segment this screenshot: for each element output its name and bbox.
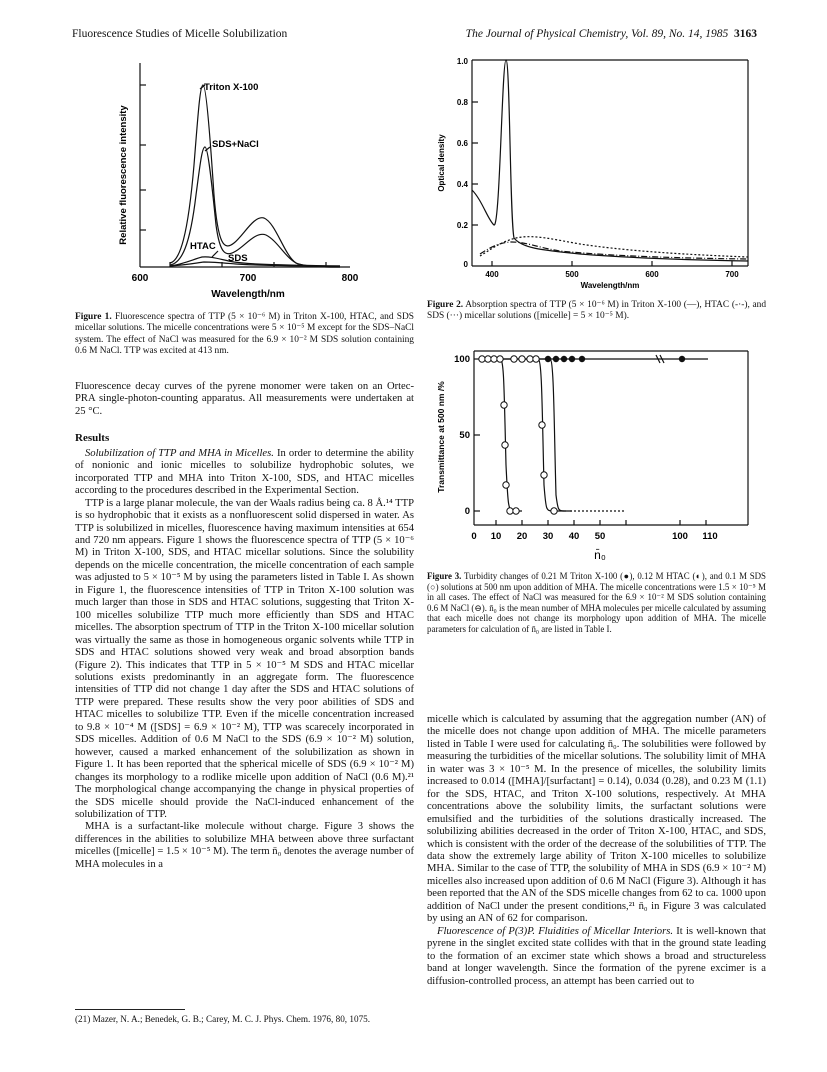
paragraph xyxy=(75,448,414,498)
left-column-text xyxy=(75,381,414,871)
paragraph: TTP is a large planar molecule, the van der Waals radius being ca. 8 Å.¹⁴ TTP is so hydrophobic that it exists as a nonfluorescent solid dispersed in water. As TTP is solubilized in micelles, fluorescence having maximum intensities at 654 and 720 nm appears. Figure 1 shows the fluorescence spectra of TTP (5 × 10⁻⁶ M) in Triton X-100, SDS, and HTAC micellar solutions. Since the solubility depends on the micelle concentration, the micelle concentration of each sample was adjusted to 5 × 10⁻⁵ M by using the parameters listed in Table I. As shown in Figure 1, the fluorescence intensities of TTP in Triton X-100 solution was much larger than those in SDS and HTAC solutions, suggesting that Triton X-100 micelles solubilize TTP much more efficiently than SDS and HTAC micelles. The absorption spectrum of TTP in the Triton X-100 micellar solution was virtually the same as those in homogeneous organic solvents while TTP in SDS and HTAC solutions showed very weak and broad absorption bands (Figure 2). This indicates that TTP in 5 × 10⁻⁵ M SDS and HTAC micellar solutions exists predominantly in an aggregate form. The fluorescence intensities of TTP did not change 1 day after the SDS and HTAC solutions of TTP were prepared. These results show the very poor abilities of SDS and HTAC micelles to solubilize TTP. Even if the micelle concentration increased to 9.8 × 10⁻⁴ M ([SDS] = 6.9 × 10⁻² M), TTP was scarecely incorporated in SDS micelles. Addition of 0.6 M NaCl to the SDS (6.9 × 10⁻² M) solution, however, caused a marked enhancement of the solubilization as shown in Figure 1. It has been reported that the spherical micelle of SDS (6.9 × 10⁻² M) changes its morphology to a rodlike micelle upon addition of NaCl (0.6 M).²¹ The morphological change accompanying the change in physical properties of the SDS micelle should provide the NaCl-induced enhancement of the solubilization of TTP. xyxy=(75,497,414,820)
caption-label: Figure 2. xyxy=(427,300,464,310)
section-heading-results: Results xyxy=(75,432,110,445)
caption-label: Figure 3. xyxy=(427,571,462,581)
fig2-ytick: 0.8 xyxy=(456,98,468,107)
fig1-label-sds: SDS xyxy=(228,253,248,264)
fig2-xtick: 400 xyxy=(485,270,499,279)
right-column-text xyxy=(427,714,766,988)
journal-citation: The Journal of Physical Chemistry, Vol. 89, No. 14, 1985 xyxy=(465,28,729,40)
fig2-xtick: 600 xyxy=(645,270,659,279)
fig3-xlabel: n̄₀ xyxy=(594,548,606,562)
figure-3-turbidity xyxy=(430,345,760,567)
fig3-ylabel: Transmittance at 500 nm /% xyxy=(436,381,446,493)
fig1-xtick: 700 xyxy=(239,273,257,284)
paragraph-text: In order to determine the ability of nonionic and ionic micelles to solubilize hydrophobic solutes, we incorporated TTP and MHA into Triton X-100, SDS, and HTAC micelles according to the procedures described in the Experimental Section. xyxy=(75,447,414,497)
figure-2-caption xyxy=(427,300,766,323)
fig3-xtick: 110 xyxy=(702,531,718,542)
fig2-xtick: 700 xyxy=(725,270,739,279)
fig1-label-sdsnacl: SDS+NaCl xyxy=(212,139,259,150)
fig1-xtick: 800 xyxy=(341,273,359,284)
figure-1-fluorescence-spectra xyxy=(110,55,420,305)
fig1-xtick: 600 xyxy=(131,273,149,284)
figure-1-caption xyxy=(75,312,414,358)
fig2-ytick: 1.0 xyxy=(456,57,468,66)
figure-2-absorption-spectra xyxy=(430,50,760,290)
figure-3-caption xyxy=(427,571,766,635)
subsection-title: Fluorescence of P(3)P. Fluidities of Micellar Interiors. xyxy=(437,925,673,937)
footnote-divider xyxy=(75,1009,185,1010)
fig1-label-htac: HTAC xyxy=(190,241,216,252)
paragraph: MHA is a surfactant-like molecule without charge. Figure 3 shows the differences in the abilities to solubilize MHA between above three surfactant micelles ([micelle] = 1.5 × 10⁻⁵ M). The term n̄₀ denotes the average number of MHA molecules in a xyxy=(75,821,414,870)
fig3-xtick: 10 xyxy=(490,531,502,542)
fig1-ylabel: Relative fluorescence intensity xyxy=(118,105,129,245)
fig3-xtick: 50 xyxy=(594,531,606,542)
fig2-xtick: 500 xyxy=(565,270,579,279)
subsection-title: Solubilization of TTP and MHA in Micelles. xyxy=(85,447,274,459)
fig1-xlabel: Wavelength/nm xyxy=(211,289,285,300)
fig3-ytick: 0 xyxy=(464,506,470,517)
paragraph-text: It is well-known that pyrene in the singlet excited state collides with that in the ground state leading to the formation of an excimer state which shows a broad and structureless band at longer wavelength. Since the formation of the pyrene excimer is a diffusion-controlled process, an attempt has been carried out to xyxy=(427,925,766,987)
fig3-xtick: 100 xyxy=(672,531,688,542)
footnote-21: (21) Mazer, N. A.; Benedek, G. B.; Carey, M. C. J. Phys. Chem. 1976, 80, 1075. xyxy=(75,1014,371,1024)
fig2-ytick: 0.2 xyxy=(456,221,468,230)
caption-text: Turbidity changes of 0.21 M Triton X-100 (●), 0.12 M HTAC (◐), and 0.1 M SDS (○) solutions at 500 nm upon addition of MHA. The micelle concentrations were 1.5 × 10⁻⁵ M in all cases. The effect of NaCl was measured for the 6.9 × 10⁻² M SDS solution containing 0.6 M NaCl (⊖). n̄₀ is the mean number of MHA molecules per micelle calculated by assuming that each micelle does not change its morphology upon addition of MHA. The micelle parameters for calculation of n̄₀ are listed in Table I. xyxy=(427,571,766,634)
fig3-ytick: 50 xyxy=(459,430,470,441)
caption-text: Fluorescence spectra of TTP (5 × 10⁻⁶ M) in Triton X-100, HTAC, and SDS micellar solutions. The micelle concentrations were 5 × 10⁻⁵ M except for the SDS–NaCl system. The effect of NaCl was measured for the 6.9 × 10⁻² M SDS solution containing 0.6 M NaCl. TTP was excited at 413 nm. xyxy=(75,312,415,357)
journal-header xyxy=(466,28,757,40)
paragraph: Fluorescence decay curves of the pyrene monomer were taken on an Ortec-PRA single-photon-counting apparatus. All measurements were undertaken at 25 °C. xyxy=(75,381,414,417)
fig2-ylabel: Optical density xyxy=(437,134,446,192)
fig2-xlabel: Wavelength/nm xyxy=(580,281,640,290)
fig2-ytick: 0 xyxy=(463,260,468,269)
fig2-ytick: 0.4 xyxy=(456,180,468,189)
paragraph xyxy=(427,926,766,988)
fig1-label-triton: Triton X-100 xyxy=(204,82,259,93)
fig3-ytick: 100 xyxy=(454,354,470,365)
fig3-xtick: 20 xyxy=(516,531,528,542)
fig3-xtick: 0 xyxy=(471,531,477,542)
caption-label: Figure 1. xyxy=(75,312,112,322)
fig3-xtick: 40 xyxy=(568,531,580,542)
caption-text: Absorption spectra of TTP (5 × 10⁻⁶ M) in Triton X-100 (—), HTAC (-·-), and SDS (···) micellar solutions ([micelle] = 5 × 10⁻⁵ M). xyxy=(427,300,767,322)
paragraph: micelle which is calculated by assuming that the aggregation number (AN) of the micelle does not change upon addition of MHA. The micelle parameters listed in Table I were used for calculating n̄₀. The solubilities were followed by measuring the turbidities of the micellar solutions. The solubility limit of MHA in water was 3 × 10⁻⁵ M. In the presence of micelles, the solubility limits increased to 0.014 ([MHA]/[surfactant] = 0.14), 0.034 (0.28), and 0.23 M (1.1) for the SDS, HTAC, and Triton X-100 solutions, respectively. At MHA concentrations above the solubility limits, the surfactant solutions were emulsified and the turbidities of the solutions drastically increased. The solubilizing abilities decreased in the order of Triton X-100, HTAC, and SDS, which is consistent with the order of the decrease of the solubilities of TTP. The data show the extremely large ability of Triton X-100 micelles to solubilize MHA. Similar to the case of TTP, the solubility of MHA in SDS (6.9 × 10⁻² M) micelles also increased upon addition of 0.6 M NaCl (Figure 3). Although it has been reported that the AN of the SDS micelle changes from 62 to ca. 1000 upon addition of NaCl under the present conditions,²¹ n̄₀ in Figure 3 was calculated by using an AN of 62 for comparison. xyxy=(427,714,766,925)
running-header-title: Fluorescence Studies of Micelle Solubilization xyxy=(72,28,288,40)
fig2-ytick: 0.6 xyxy=(456,139,468,148)
fig3-xtick: 30 xyxy=(542,531,554,542)
page-number: 3163 xyxy=(734,28,757,40)
